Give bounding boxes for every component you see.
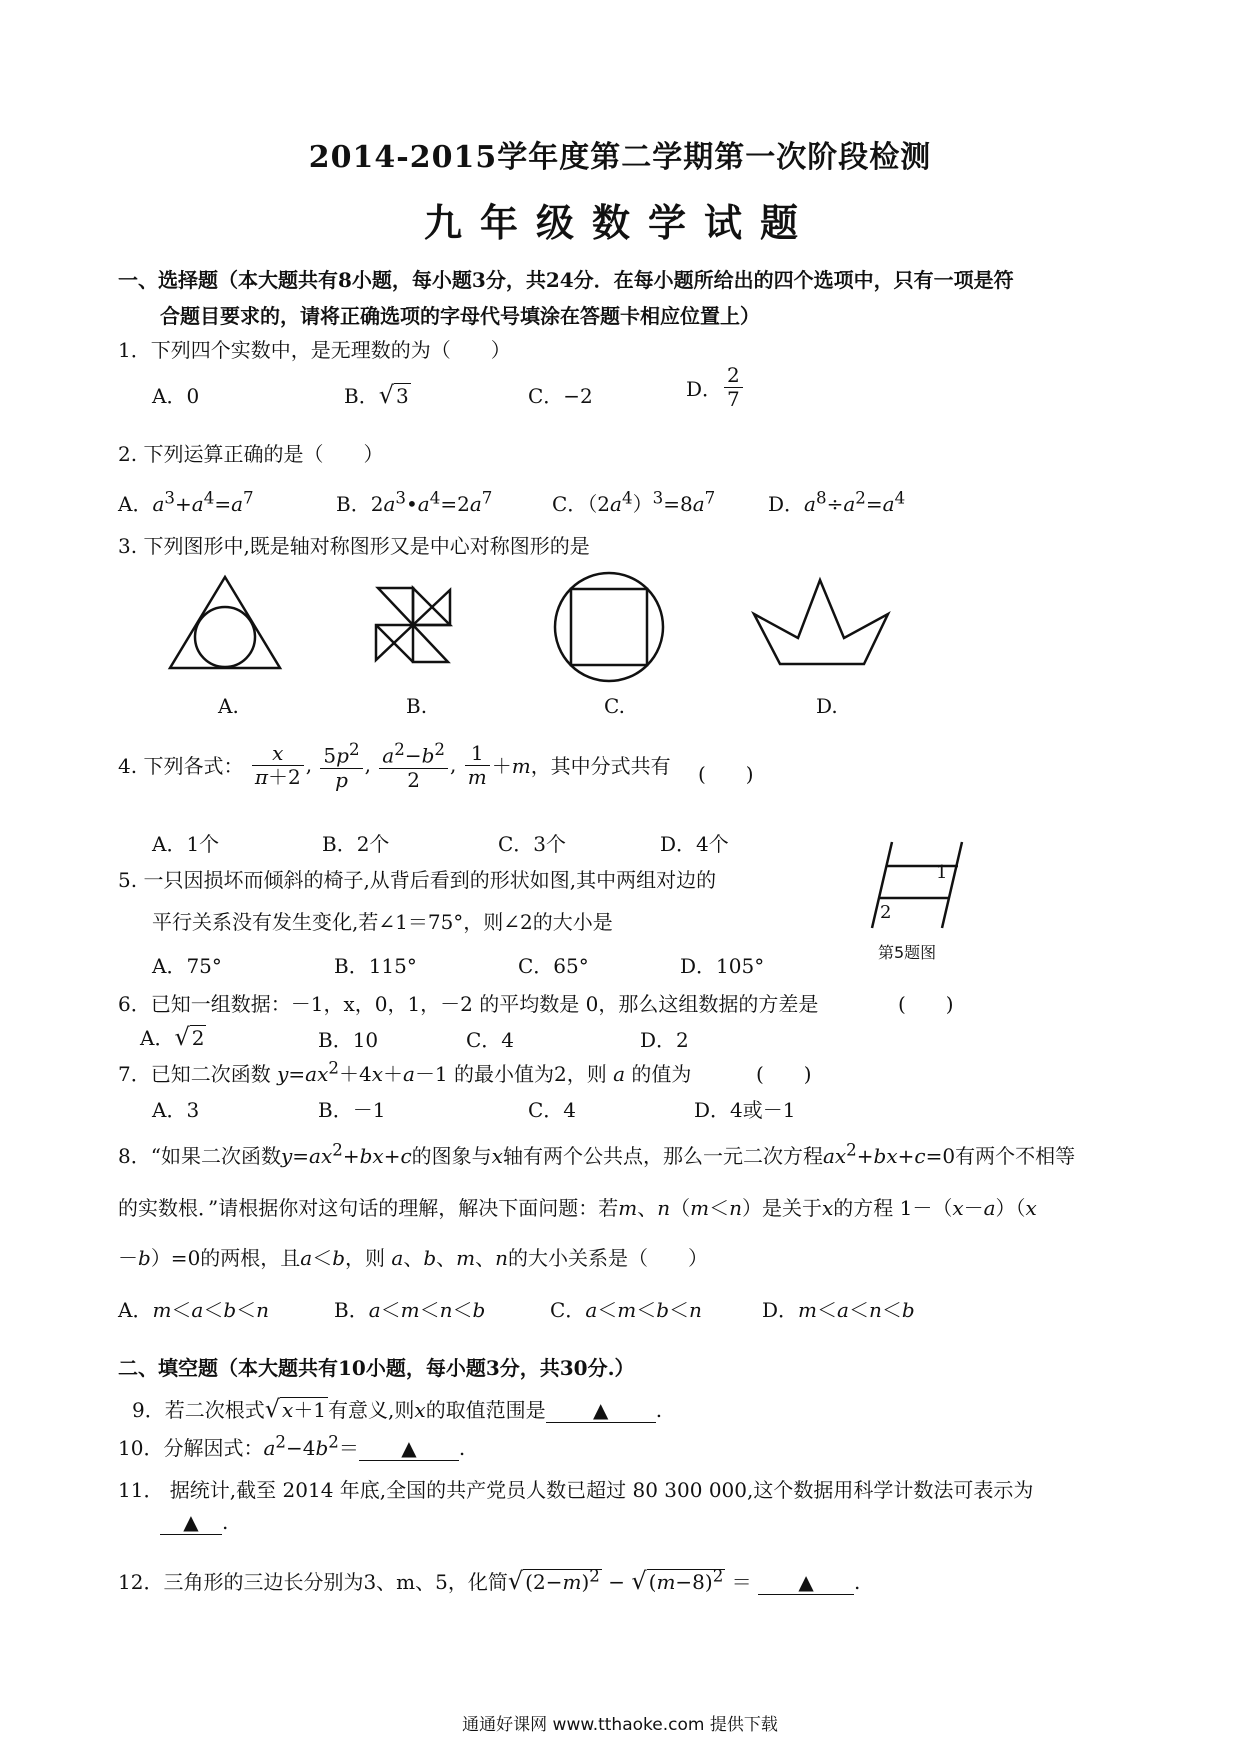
- q6-answer-paren: ( ): [898, 992, 954, 1016]
- q2-option-a: A．$a^3+a^4=a^7$: [118, 488, 254, 516]
- q8-line2: 的实数根．”请根据你对这句话的理解，解决下面问题：若m、n（m＜n）是关于x的方程 1－（x－a）（x: [118, 1196, 1037, 1220]
- q4-option-b: B．2个: [322, 832, 390, 856]
- q6-option-a: A．√ 2: [140, 1023, 205, 1051]
- q3-figure-c-circle-square: [552, 570, 667, 685]
- q5-option-b: B．115°: [334, 954, 417, 978]
- q11-line1: 11． 据统计,截至 2014 年底,全国的共产党员人数已超过 80 300 000,这个数据用科学计数法可表示为: [118, 1478, 1034, 1502]
- q5-option-c: C．65°: [518, 954, 589, 978]
- q8-line1: 8．“如果二次函数$y=ax^2+bx+c$的图象与x轴有两个公共点，那么一元二次方程$ax^2+bx+c=0$有两个不相等: [118, 1140, 1076, 1168]
- q5-angle2-label: 2: [880, 902, 892, 923]
- q1-stem: 1．下列四个实数中，是无理数的为（ ）: [118, 338, 511, 362]
- q8-option-a: A．m＜a＜b＜n: [118, 1298, 270, 1322]
- q8-option-d: D．m＜a＜n＜b: [762, 1298, 915, 1322]
- q5-option-d: D．105°: [680, 954, 765, 978]
- q6-stem: 6．已知一组数据：－1，x，0，1，－2 的平均数是 0，那么这组数据的方差是: [118, 992, 819, 1016]
- q6-option-d: D．2: [640, 1028, 689, 1052]
- q3-label-d: D.: [816, 694, 838, 718]
- q5-angle1-label: 1: [936, 862, 948, 883]
- q1-option-c: C．−2: [528, 384, 593, 408]
- q8-option-b: B．a＜m＜n＜b: [334, 1298, 486, 1322]
- q1-option-a: A．0: [152, 384, 200, 408]
- q11-line2: ▲ .: [160, 1510, 228, 1535]
- q4-stem: 4. 下列各式： $\frac{x}{\pi+2}$ , $\frac{5p^2}{p}$ , $\frac{a^2-b^2}{2}$ , $\frac{1}{m}$ ＋m，其中分式共有: [118, 740, 671, 792]
- q3-label-c: C.: [604, 694, 625, 718]
- q6-option-b: B．10: [318, 1028, 379, 1052]
- q9-stem: 9．若二次根式√ x＋1 有意义,则x的取值范围是 ▲ .: [132, 1395, 663, 1423]
- q3-label-b: B.: [406, 694, 428, 718]
- section2-heading: 二、填空题（本大题共有10小题，每小题3分，共30分.）: [118, 1356, 635, 1380]
- q1-option-b: B．√ 3: [344, 381, 409, 409]
- section1-heading-line2: 合题目要求的，请将正确选项的字母代号填涂在答题卡相应位置上）: [160, 304, 760, 328]
- exam-title-line2: 九年级数学试题: [423, 200, 816, 245]
- q1-option-d: D． $\frac{2}{7}$: [686, 364, 745, 411]
- q7-answer-paren: ( ): [756, 1062, 812, 1086]
- q2-option-d: D．$a^8\div a^2=a^4$: [768, 488, 906, 516]
- q3-figure-d-boat: [752, 578, 892, 668]
- footer-source-text: 通通好课网 www.tthaoke.com 提供下载: [462, 1715, 778, 1735]
- section1-heading-line1: 一、选择题（本大题共有8小题，每小题3分，共24分．在每小题所给出的四个选项中，只有一项是符: [118, 268, 1014, 292]
- q5-figure-chair: [862, 840, 972, 930]
- q8-line3: －b）=0的两根，且a＜b，则 a、b、m、n的大小关系是（ ）: [118, 1246, 709, 1270]
- q3-figure-b-pinwheel: [368, 580, 458, 670]
- q7-option-d: D．4或－1: [694, 1098, 796, 1122]
- q5-figure-caption: 第5题图: [878, 943, 937, 962]
- q10-stem: 10．分解因式：$a^2-4b^2=$ ▲ .: [118, 1432, 466, 1460]
- q12-stem: 12．三角形的三边长分别为3、m、5，化简√ $(2-m)^2$ − √ $(m-8)^2$ ＝ ▲ .: [118, 1566, 861, 1595]
- q3-figure-a-triangle-circle: [168, 575, 283, 670]
- q3-stem: 3. 下列图形中,既是轴对称图形又是中心对称图形的是: [118, 534, 590, 558]
- exam-title-line1: 2014-2015学年度第二学期第一次阶段检测: [308, 140, 932, 175]
- q7-stem: 7．已知二次函数 $y=ax^2+4x+a-1$ 的最小值为2，则 a 的值为: [118, 1058, 692, 1086]
- q4-option-c: C．3个: [498, 832, 567, 856]
- q4-option-a: A．1个: [152, 832, 220, 856]
- q7-option-c: C．4: [528, 1098, 577, 1122]
- q5-option-a: A．75°: [152, 954, 222, 978]
- q2-option-b: B．$2a^3•a^4=2a^7$: [336, 488, 493, 516]
- q2-stem: 2. 下列运算正确的是（ ）: [118, 442, 384, 466]
- q7-option-b: B．－1: [318, 1098, 386, 1122]
- q2-option-c: C．$(2a^4)^3=8a^7$: [552, 488, 716, 516]
- q5-line1: 5. 一只因损坏而倾斜的椅子,从背后看到的形状如图,其中两组对边的: [118, 868, 717, 892]
- q6-option-c: C．4: [466, 1028, 515, 1052]
- q5-line2: 平行关系没有发生变化,若∠1＝75°，则∠2的大小是: [152, 910, 613, 934]
- q4-answer-paren: ( ): [698, 762, 754, 786]
- q8-option-c: C．a＜m＜b＜n: [550, 1298, 702, 1322]
- q4-option-d: D．4个: [660, 832, 729, 856]
- q7-option-a: A．3: [152, 1098, 200, 1122]
- q3-label-a: A.: [218, 694, 239, 718]
